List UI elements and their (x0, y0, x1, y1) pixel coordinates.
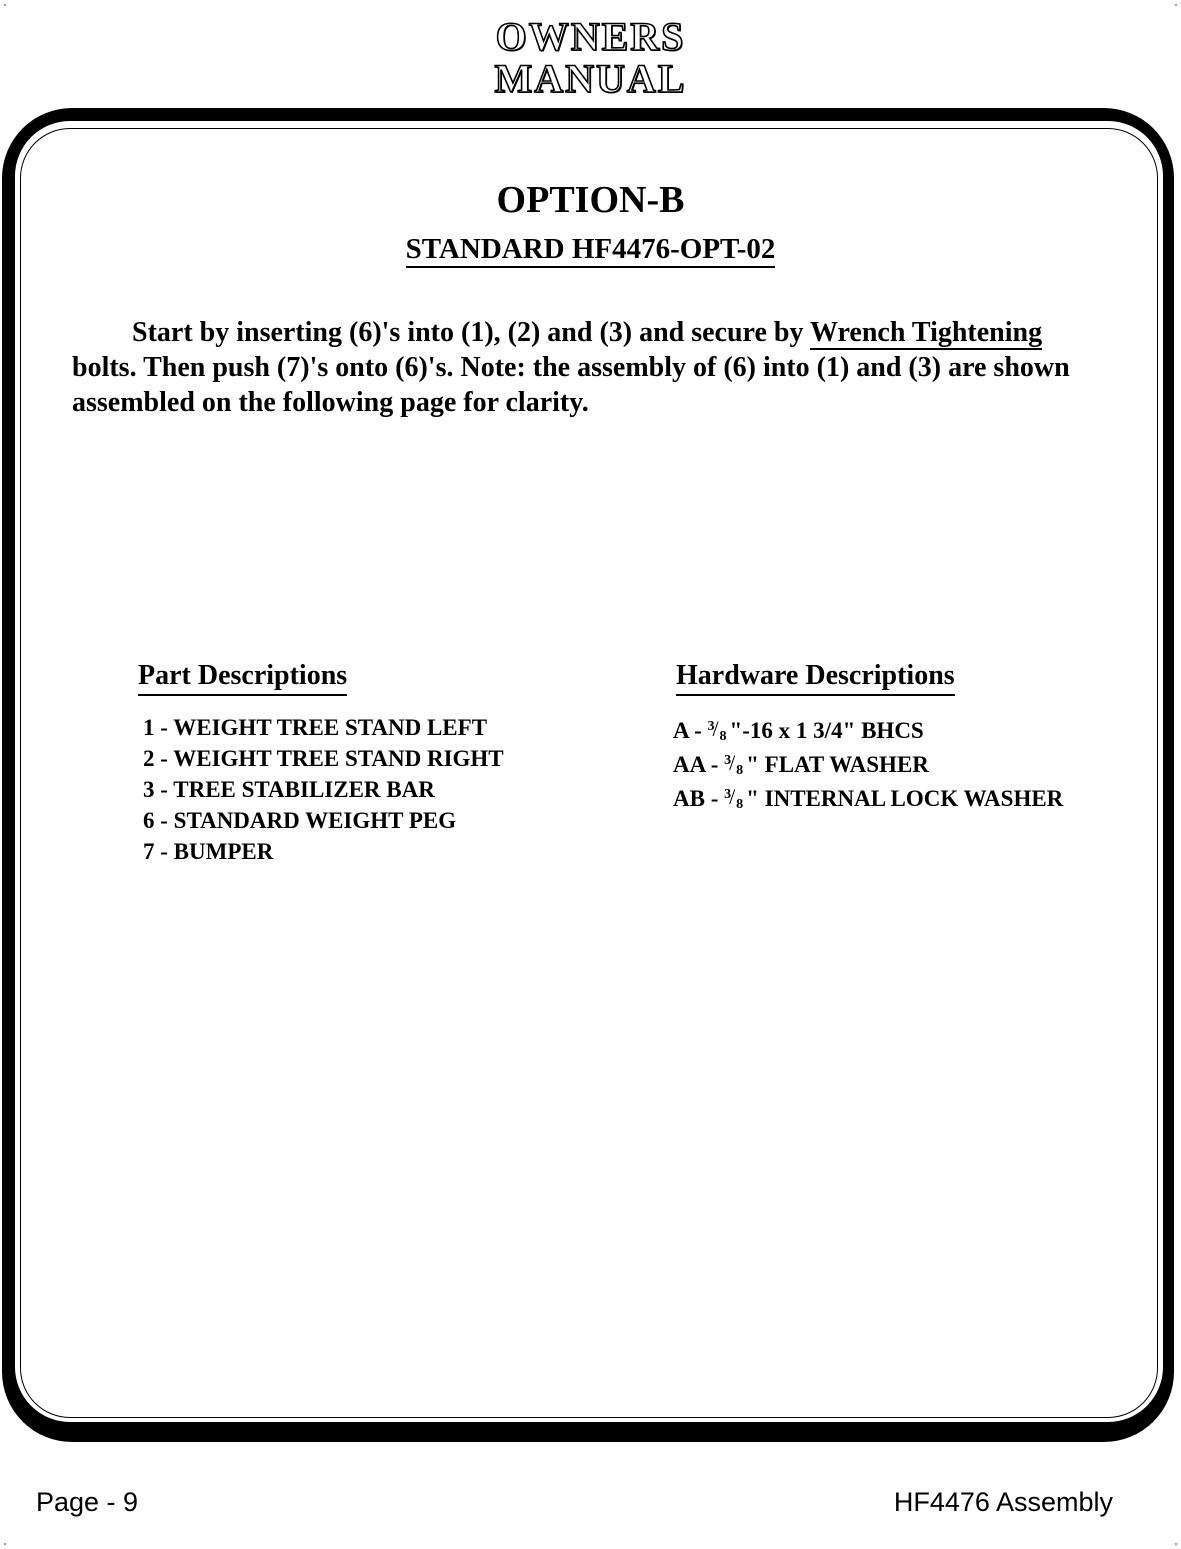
assembly-instructions (72, 315, 1112, 420)
part-descriptions-heading: Part Descriptions (138, 660, 347, 696)
hardware-item-desc: " INTERNAL LOCK WASHER (746, 786, 1064, 811)
instructions-part2: bolts. Then push (7)'s onto (6)'s. Note: the assembly of (6) into (1) and (3) are shown assembled on the following page for clarity. (72, 352, 1070, 418)
fraction-three-eighths: 3 / 8 (724, 784, 746, 806)
instructions-underlined: Wrench Tightening (809, 317, 1043, 348)
part-item: 6 - STANDARD WEIGHT PEG (143, 808, 457, 833)
hardware-item (673, 782, 1063, 816)
hardware-item-desc: " FLAT WASHER (746, 752, 929, 777)
option-subtitle-text: STANDARD HF4476-OPT-02 (406, 233, 776, 268)
fraction-denominator: 8 (736, 797, 744, 812)
hardware-descriptions-list (673, 714, 1063, 816)
hardware-item (673, 748, 1063, 782)
hardware-item-code: AB - (673, 786, 725, 811)
page-number: Page - 9 (36, 1487, 139, 1517)
part-item: 2 - WEIGHT TREE STAND RIGHT (143, 746, 504, 771)
hardware-item (673, 714, 1063, 748)
instructions-part1: Start by inserting (6)'s into (1), (2) and (3) and secure by (132, 317, 804, 348)
part-item: 7 - BUMPER (143, 839, 274, 864)
part-item: 3 - TREE STABILIZER BAR (143, 777, 435, 802)
fraction-numerator: 3 (724, 787, 732, 802)
document-name: HF4476 Assembly (893, 1487, 1113, 1517)
fraction-numerator: 3 (707, 719, 715, 734)
hardware-item-desc: "-16 x 1 3/4" BHCS (729, 718, 924, 743)
part-item: 1 - WEIGHT TREE STAND LEFT (143, 715, 488, 740)
scan-mark (4, 1543, 6, 1545)
hardware-descriptions-heading: Hardware Descriptions (676, 660, 955, 696)
part-descriptions-list (143, 712, 504, 867)
fraction-three-eighths: 3 / 8 (724, 750, 746, 772)
fraction-denominator: 8 (719, 729, 727, 744)
manual-title-line1: OWNERS (495, 14, 686, 59)
scan-mark (1175, 4, 1177, 6)
fraction-three-eighths: 3 / 8 (708, 716, 730, 738)
scan-mark (1175, 1543, 1177, 1545)
hardware-item-code: AA - (673, 752, 725, 777)
option-title: OPTION-B (496, 179, 685, 221)
fraction-numerator: 3 (724, 753, 732, 768)
option-subtitle (0, 233, 1181, 266)
fraction-denominator: 8 (736, 763, 744, 778)
scan-mark (4, 4, 6, 6)
manual-title-line2: MANUAL (494, 56, 687, 101)
hardware-item-code: A - (673, 718, 708, 743)
